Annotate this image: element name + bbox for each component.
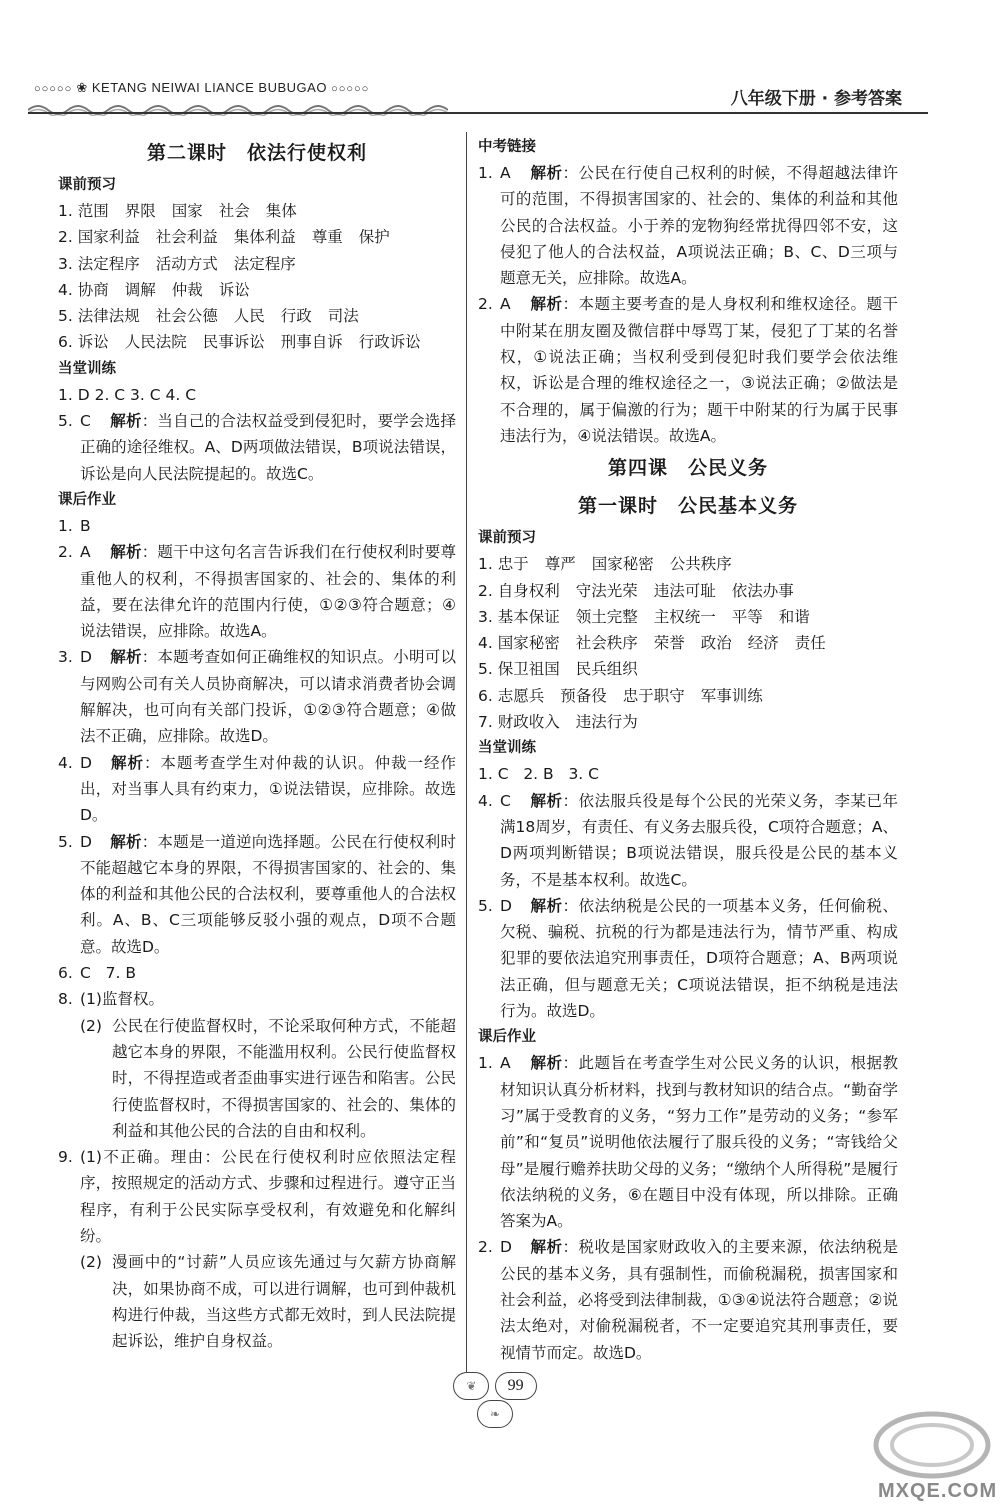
answer-item: 2. D 解析：税收是国家财政收入的主要来源，依法纳税是公民的基本义务，具有强制性，而偷税漏税，损害国家和社会利益，必将受到法律制裁，①③④说法符合题意；②说法太绝对，对偷税漏税者，不一定要追究其刑事责任，要视情节而定。故选D。 [478, 1238, 898, 1362]
list-item: 1. 范围 界限 国家 社会 集体 [58, 202, 297, 220]
answer-item: 2. A 解析：本题主要考查的是人身权利和维权途径。题干中附某在朋友圈及微信群中辱骂丁某，侵犯了丁某的名誉权，①说法正确；当权利受到侵犯时我们要学会依法维权，诉讼是合理的维权途径之一，③说法正确；②做法是不合理的，属于偏激的行为；题干中附某的行为属于民事违法行为，④说法错误。故选A。 [478, 295, 898, 445]
series-name [34, 80, 369, 96]
answer-line: 1. D 2. C 3. C 4. C [58, 385, 197, 404]
answer-item: 9. (1)不正确。理由：公民在行使权利时应依照法定程序，按照规定的活动方式、步骤和过程进行。遵守正当程序，有利于公民实际享受权利，有效避免和化解纠纷。 [58, 1148, 456, 1245]
right-column [478, 134, 898, 1366]
section-heading: 课前预习 [478, 530, 536, 547]
header-rule [28, 112, 928, 114]
answer-item: 4. D 解析：本题考查学生对仲裁的认识。仲裁一经作出，对当事人具有约束力，①说法错误，应排除。故选D。 [58, 753, 456, 825]
answer-item: 3. D 解析：本题考查如何正确维权的知识点。小明可以与网购公司有关人员协商解决，可以请求消费者协会调解解决，也可向有关部门投诉，①②③符合题意；④做法不正确，应排除。故选D。 [58, 648, 456, 746]
list-item: 4. 协商 调解 仲裁 诉讼 [58, 280, 250, 299]
sub-lesson-title: 第一课时 公民基本义务 [577, 495, 799, 518]
answer-item: 5. D 解析：本题是一道逆向选择题。公民在行使权利时不能超越它本身的界限，不得损害国家的、社会的、集体的利益和其他公民的合法权利，要尊重他人的合法权利。A、B、C三项能够反驳小强的观点，D项不合题意。故选D。 [58, 832, 456, 956]
ornament-right-icon: ❧ [477, 1400, 513, 1428]
dots-left-ornament: ○○○○○ [34, 83, 73, 95]
watermark-logo [868, 1410, 996, 1506]
answer-item: 5. D 解析：依法纳税是公民的一项基本义务，任何偷税、欠税、骗税、抗税的行为都是违法行为，情节严重、构成犯罪的要依法追究刑事责任，D项符合题意；A、B两项说法正确，但与题意无关；C项说法错误，拒不纳税是违法行为。故选D。 [478, 896, 898, 1021]
list-item: 6. 诉讼 人民法院 民事诉讼 刑事自诉 行政诉讼 [58, 333, 421, 352]
answer-item: 1. B [58, 516, 91, 535]
lesson-title: 第四课 公民义务 [607, 457, 769, 480]
list-item: 3. 基本保证 领土完整 主权统一 平等 和谐 [478, 607, 810, 626]
ornament-left-icon: ❦ [453, 1372, 489, 1400]
answer-item: 8. (1)监督权。 [58, 990, 164, 1009]
section-heading: 课后作业 [58, 491, 116, 508]
list-item: 2. 国家利益 社会利益 集体利益 尊重 保护 [58, 228, 390, 247]
list-item: 5. 法律法规 社会公德 人民 行政 司法 [58, 307, 359, 326]
answer-item: 4. C 解析：依法服兵役是每个公民的光荣义务，李某已年满18周岁，有责任、有义务去服兵役，C项符合题意；A、D两项判断错误；B项说法错误，服兵役是公民的基本义务，不是基本权利。故选C。 [478, 791, 898, 889]
section-heading: 课前预习 [58, 177, 116, 193]
section-heading: 课后作业 [478, 1029, 536, 1046]
answer-item: 2. A 解析：题干中这句名言告诉我们在行使权利时要尊重他人的权利，不得损害国家的、社会的、集体的利益，要在法律允许的范围内行使，①②③符合题意；④说法错误，应排除。故选A。 [58, 543, 456, 641]
watermark-stamp-icon [872, 1410, 992, 1480]
preview-list [58, 198, 456, 356]
leaf-icon: ❀ [76, 80, 88, 95]
sub-answer: (2) 公民在行使监督权时，不论采取何种方式，不能超越它本身的界限，不能滥用权利。公民行使监督权时，不得捏造或者歪曲事实进行诬告和陷害。公民行使监督权时，不得损害国家的、社会的、集体的利益和其他公民的合法的自由和权利。 [80, 1016, 456, 1140]
page-number-badge: 99 [495, 1372, 537, 1400]
page-number [445, 1372, 545, 1421]
watermark-text: MXQE.COM [878, 1480, 998, 1502]
section-heading: 当堂训练 [478, 740, 536, 757]
answer-line: 1. C 2. B 3. C [478, 765, 599, 784]
column-divider [466, 132, 467, 1372]
preview-list [478, 551, 898, 735]
list-item: 4. 国家秘密 社会秩序 荣誉 政治 经济 责任 [478, 634, 826, 653]
book-title: 八年级下册 · 参考答案 [730, 89, 902, 109]
list-item: 7. 财政收入 违法行为 [478, 713, 638, 732]
section-heading: 中考链接 [478, 139, 536, 155]
list-item: 5. 保卫祖国 民兵组织 [478, 660, 638, 679]
list-item: 2. 自身权利 守法光荣 违法可耻 依法办事 [478, 581, 794, 600]
answer-item: 1. A 解析：公民在行使自己权利的时候，不得超越法律许可的范围，不得损害国家的、社会的、集体的利益和其他公民的合法权益。小于养的宠物狗经常扰得四邻不安，这侵犯了他人的合法权益，A项说法正确；B、C、D三项与题意无关，应排除。故选A。 [478, 164, 898, 288]
answer-item: 1. A 解析：此题旨在考查学生对公民义务的认识，根据教材知识认真分析材料，找到与教材知识的结合点。“勤奋学习”属于受教育的义务，“努力工作”是劳动的义务；“参军前”和“复员”说明他依法履行了服兵役的义务；“寄钱给父母”是履行赡养扶助父母的义务；“缴纳个人所得税”是履行依法纳税的义务，⑥在题目中没有体现，所以排除。正确答案为A。 [478, 1054, 898, 1231]
lesson-title: 第二课时 依法行使权利 [146, 142, 368, 164]
list-item: 6. 志愿兵 预备役 忠于职守 军事训练 [478, 686, 763, 705]
left-column [58, 134, 456, 1354]
series-text: KETANG NEIWAI LIANCE BUBUGAO [91, 80, 327, 95]
dots-right-ornament: ○○○○○ [331, 83, 370, 95]
section-heading: 当堂训练 [58, 360, 116, 377]
answer-item: 6. C 7. B [58, 964, 136, 983]
sub-answer: (2) 漫画中的“讨薪”人员应该先通过与欠薪方协商解决，如果协商不成，可以进行调解，也可到仲裁机构进行仲裁，当这些方式都无效时，到人民法院提起诉讼，维护自身权益。 [80, 1253, 456, 1351]
list-item: 3. 法定程序 活动方式 法定程序 [58, 254, 296, 273]
answer-item: 5. C 解析：当自己的合法权益受到侵犯时，要学会选择正确的途径维权。A、D两项做法错误，B项说法错误，诉讼是向人民法院提起的。故选C。 [58, 412, 456, 483]
list-item: 1. 忠于 尊严 国家秘密 公共秩序 [478, 555, 732, 574]
page-header [28, 74, 972, 120]
